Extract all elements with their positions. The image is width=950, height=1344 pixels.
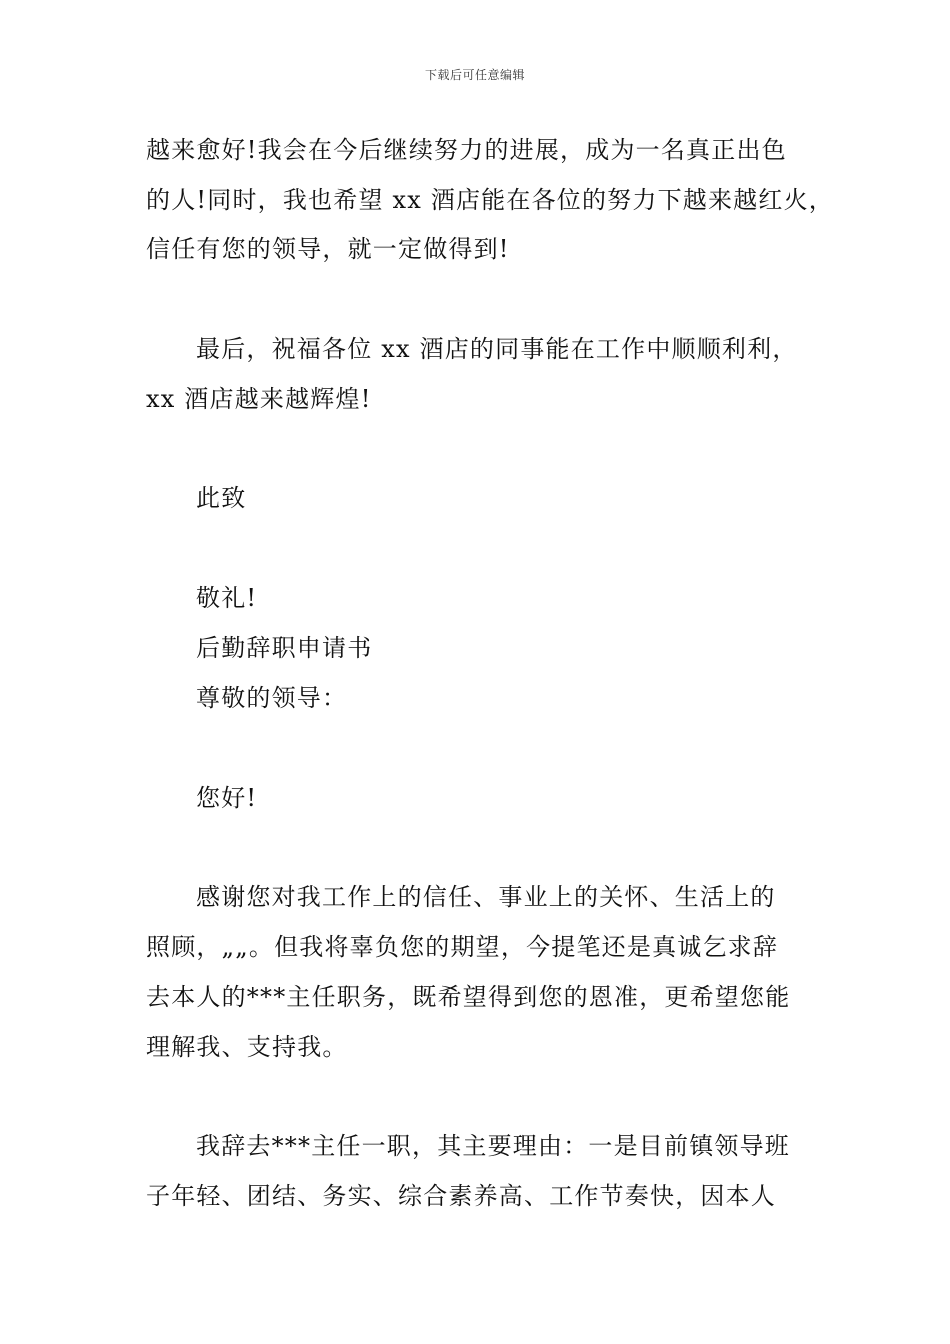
paragraph-line: 子年轻、团结、务实、综合素养高、工作节奏快，因本人 [146, 1182, 776, 1210]
page-header: 下载后可任意编辑 [424, 68, 525, 82]
letter-opening: 您好! [196, 784, 258, 812]
closing-regards: 敬礼! [196, 584, 258, 612]
paragraph-line: xx 酒店越来越辉煌! [146, 385, 372, 413]
paragraph-line: 照顾，„„。但我将辜负您的期望，今提笔还是真诚乞求辞 [146, 933, 779, 961]
paragraph-line: 我辞去***主任一职，其主要理由：一是目前镇领导班 [196, 1132, 790, 1160]
paragraph-line: 的人!同时，我也希望 xx 酒店能在各位的努力下越来越红火， [146, 186, 834, 214]
paragraph-line: 信任有您的领导，就一定做得到! [146, 235, 510, 263]
paragraph-line: 理解我、支持我。 [146, 1033, 348, 1061]
paragraph-line: 越来愈好!我会在今后继续努力的进展，成为一名真正出色 [146, 136, 787, 164]
letter-title: 后勤辞职申请书 [196, 634, 373, 662]
paragraph-line: 去本人的***主任职务，既希望得到您的恩准，更希望您能 [146, 983, 791, 1011]
paragraph-line: 感谢您对我工作上的信任、事业上的关怀、生活上的 [196, 883, 776, 911]
letter-greeting: 尊敬的领导： [196, 684, 348, 712]
paragraph-line: 最后，祝福各位 xx 酒店的同事能在工作中顺顺利利， [196, 335, 798, 363]
closing-salutation: 此致 [196, 484, 247, 512]
